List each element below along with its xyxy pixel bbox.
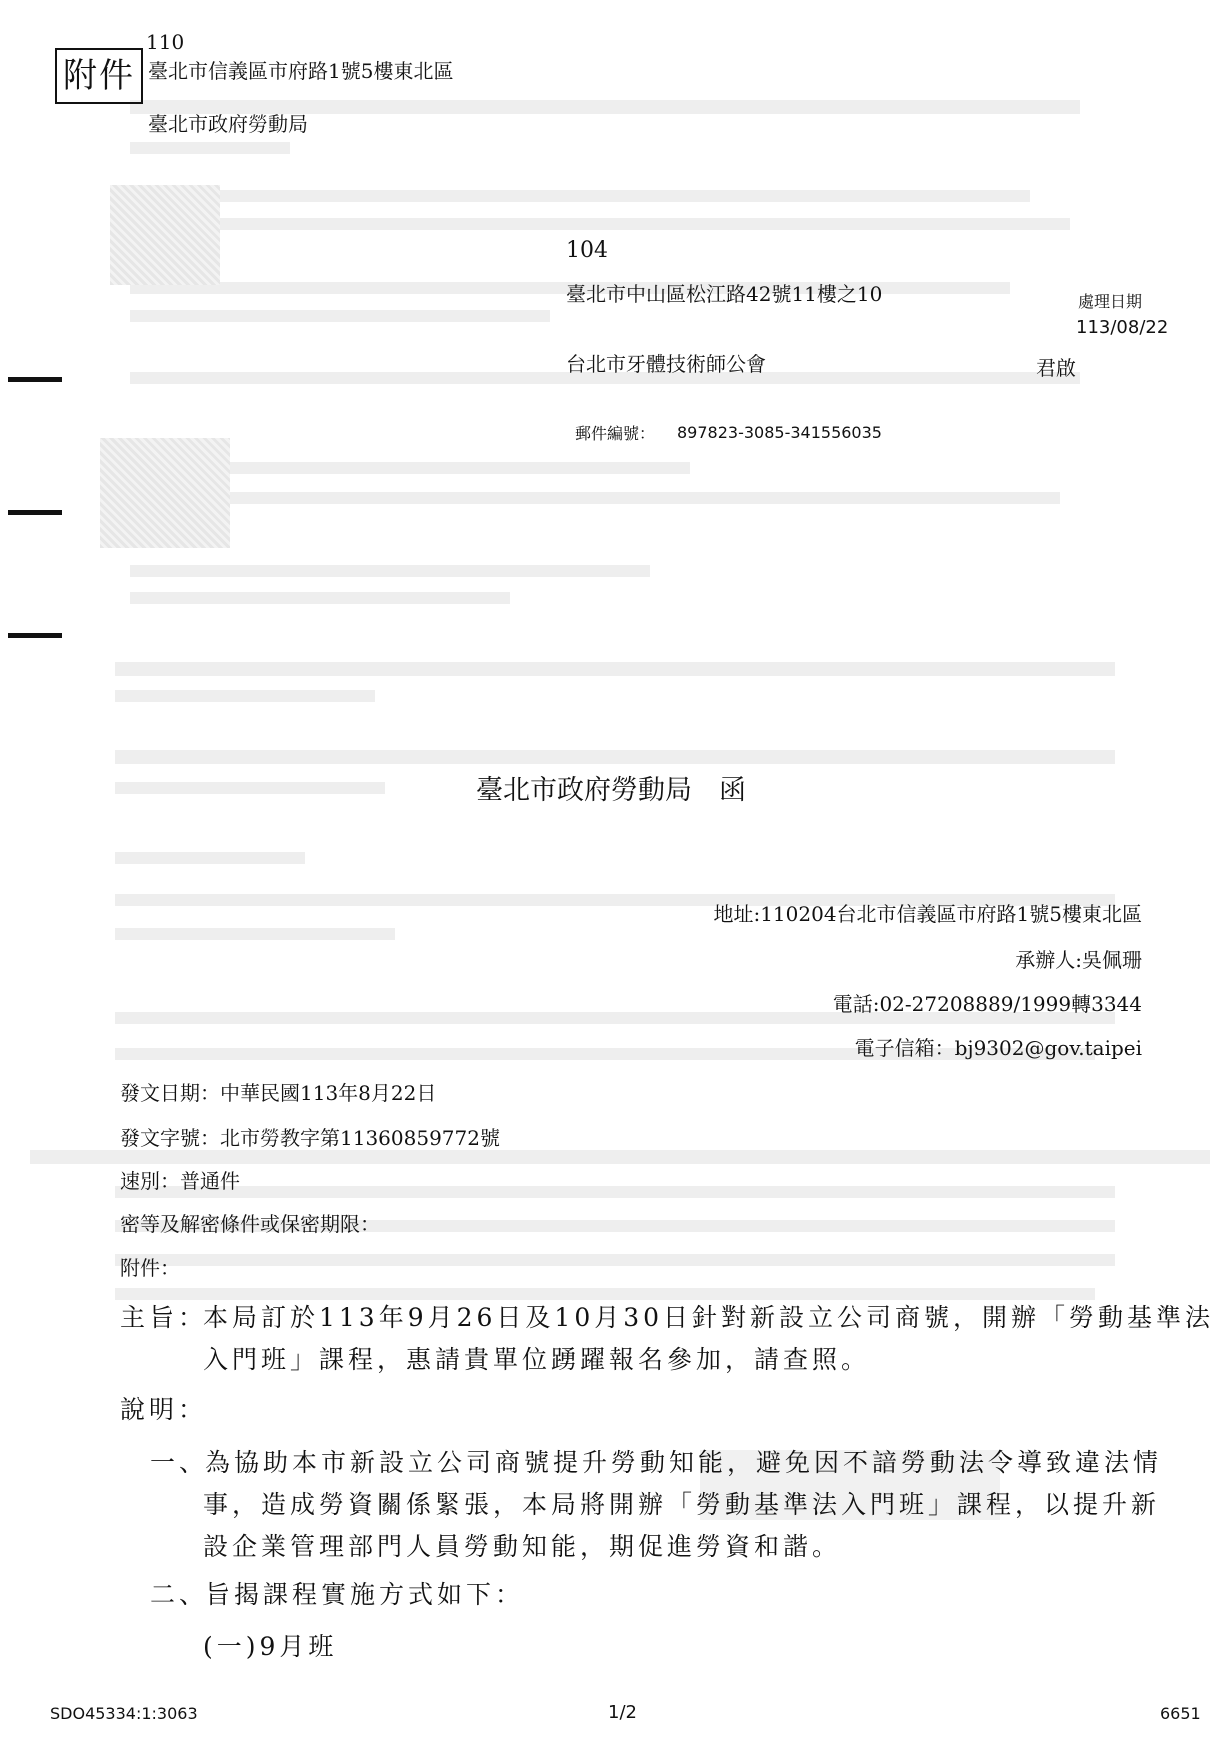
contact-email: 電子信箱：bj9302@gov.taipei: [854, 1036, 1142, 1060]
contact-handler: 承辦人:吳佩珊: [1015, 948, 1142, 972]
sender-name: 臺北市政府勞動局: [148, 112, 308, 136]
sender-postal-code: 110: [146, 30, 185, 54]
margin-mark: [8, 377, 62, 382]
process-date-label: 處理日期: [1078, 292, 1143, 311]
subject-line: 入門班」課程，惠請貴單位踴躍報名參加，請查照。: [203, 1345, 871, 1374]
sub-item-text: (一)9月班: [203, 1632, 338, 1661]
document-number: 發文字號：北市勞教字第11360859772號: [120, 1126, 500, 1150]
mail-number: 897823-3085-341556035: [677, 423, 882, 442]
delivery-speed: 速別：普通件: [120, 1169, 240, 1193]
recipient-postal-code: 104: [566, 238, 608, 263]
margin-mark: [8, 633, 62, 638]
issue-date: 發文日期：中華民國113年8月22日: [120, 1081, 437, 1105]
attachment-line: 附件：: [120, 1256, 180, 1280]
mail-number-label: 郵件編號：: [575, 424, 656, 443]
page-number: 1/2: [608, 1702, 637, 1723]
item-text: 設企業管理部門人員勞動知能，期促進勞資和諧。: [203, 1532, 842, 1561]
sender-address: 臺北市信義區市府路1號5樓東北區: [148, 59, 454, 83]
recipient-address: 臺北市中山區松江路42號11樓之10: [566, 282, 883, 306]
honorific: 君啟: [1036, 356, 1076, 380]
item-number: 二、: [150, 1580, 209, 1609]
item-text: 旨揭課程實施方式如下：: [205, 1580, 525, 1609]
footer-code: 6651: [1160, 1704, 1201, 1723]
item-text: 事，造成勞資關係緊張，本局將開辦「勞動基準法入門班」課程，以提升新: [203, 1490, 1161, 1519]
recipient-name: 台北市牙體技術師公會: [566, 352, 766, 376]
item-text: 為協助本市新設立公司商號提升勞動知能，避免因不諳勞動法令導致違法情: [205, 1448, 1163, 1477]
subject-line: 本局訂於113年9月26日及10月30日針對新設立公司商號，開辦「勞動基準法: [203, 1303, 1215, 1332]
process-date: 113/08/22: [1076, 317, 1169, 338]
margin-mark: [8, 510, 62, 515]
footer-doc-code: SDO45334:1:3063: [50, 1704, 198, 1723]
explanation-label: 說明：: [120, 1395, 208, 1424]
contact-address: 地址:110204台北市信義區市府路1號5樓東北區: [713, 902, 1142, 926]
attachment-stamp: 附件: [55, 48, 143, 104]
secrecy-level: 密等及解密條件或保密期限：: [120, 1212, 380, 1236]
contact-phone: 電話:02-27208889/1999轉3344: [832, 992, 1142, 1016]
item-number: 一、: [150, 1448, 209, 1477]
letter-title: 臺北市政府勞動局 函: [476, 775, 746, 806]
subject-label: 主旨：: [120, 1303, 208, 1332]
